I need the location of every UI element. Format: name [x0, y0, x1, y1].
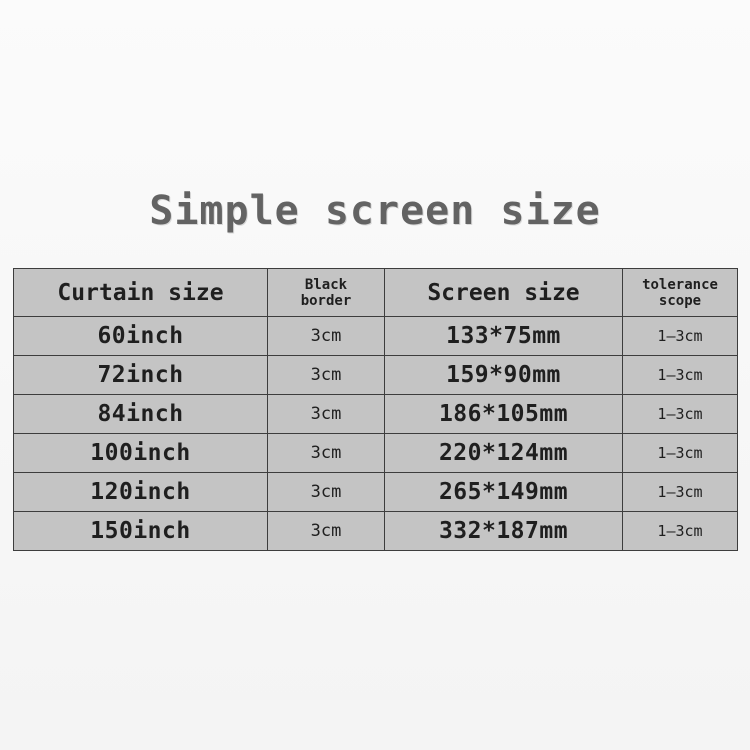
table-row — [14, 512, 738, 551]
cell-screen-size: 186*105mm — [385, 395, 623, 434]
cell-curtain-size: 150inch — [14, 512, 268, 551]
column-header-tolerance-scope — [623, 269, 738, 317]
table-row — [14, 317, 738, 356]
table-header-row — [14, 269, 738, 317]
cell-screen-size: 332*187mm — [385, 512, 623, 551]
cell-curtain-size: 72inch — [14, 356, 268, 395]
cell-black-border: 3cm — [268, 395, 385, 434]
cell-screen-size: 265*149mm — [385, 473, 623, 512]
cell-tolerance: 1–3cm — [623, 434, 738, 473]
cell-screen-size: 220*124mm — [385, 434, 623, 473]
cell-black-border: 3cm — [268, 434, 385, 473]
cell-black-border: 3cm — [268, 473, 385, 512]
cell-tolerance: 1–3cm — [623, 356, 738, 395]
table-row — [14, 473, 738, 512]
cell-curtain-size: 120inch — [14, 473, 268, 512]
size-table-container — [13, 268, 737, 551]
screen-size-table — [13, 268, 738, 551]
cell-tolerance: 1–3cm — [623, 473, 738, 512]
column-header-black-border-line2: border — [300, 292, 352, 309]
column-header-tolerance-line2: scope — [658, 292, 702, 309]
cell-screen-size: 133*75mm — [385, 317, 623, 356]
cell-curtain-size: 84inch — [14, 395, 268, 434]
cell-black-border: 3cm — [268, 317, 385, 356]
cell-tolerance: 1–3cm — [623, 395, 738, 434]
column-header-curtain-size: Curtain size — [14, 269, 268, 317]
table-row — [14, 356, 738, 395]
table-row — [14, 434, 738, 473]
column-header-tolerance-line1: tolerance — [642, 276, 718, 293]
table-row — [14, 395, 738, 434]
column-header-black-border — [268, 269, 385, 317]
table-body — [14, 317, 738, 551]
cell-black-border: 3cm — [268, 356, 385, 395]
table-header — [14, 269, 738, 317]
cell-black-border: 3cm — [268, 512, 385, 551]
cell-curtain-size: 100inch — [14, 434, 268, 473]
cell-tolerance: 1–3cm — [623, 512, 738, 551]
cell-curtain-size: 60inch — [14, 317, 268, 356]
column-header-screen-size: Screen size — [385, 269, 623, 317]
column-header-black-border-line1: Black — [304, 276, 348, 293]
cell-screen-size: 159*90mm — [385, 356, 623, 395]
cell-tolerance: 1–3cm — [623, 317, 738, 356]
page-title: Simple screen size — [149, 188, 601, 234]
